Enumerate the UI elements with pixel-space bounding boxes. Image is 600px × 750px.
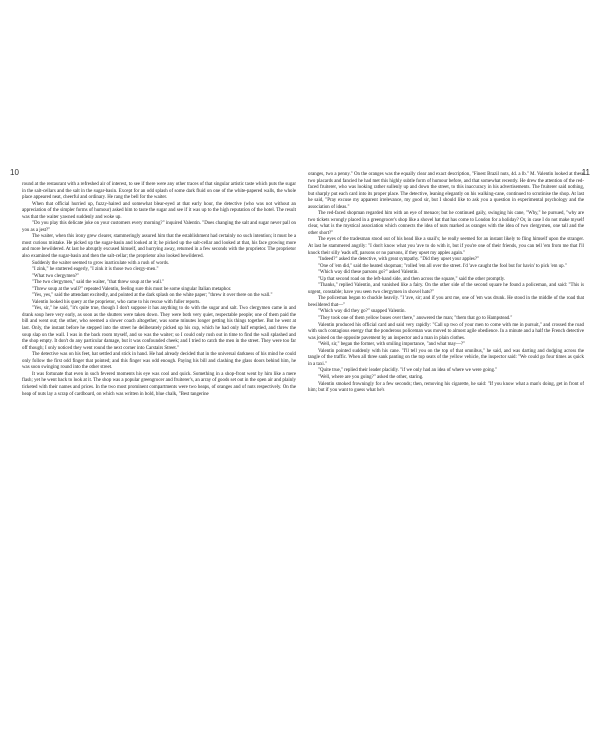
paragraph: "Threw soup at the wall?" repeated Valentin, feeling sure this must be some singular Italian metaphor. [32,286,232,292]
right-page [302,168,594,743]
paragraph: "Quite true," replied their leader placidly. "if we only had an idea of where we were going." [318,368,498,374]
paragraph: "Which way did these parsons go?" asked Valentin. [318,270,419,276]
paragraph: "What two clergymen?" [32,273,80,279]
paragraph: "They took one of them yellow buses over there," answered the man; "them that go to Hampstead." [318,316,513,322]
paragraph: "Well, where are you going?" asked the other, staring. [318,374,424,380]
paragraph: The eyes of the tradesman stood out of his head like a snail's; he really seemed for an instant likely to fling himself upon the stranger. At last he stammered angrily: "I don't know what you 'ave to do with it, but if you're one of their friends, you can tell 'em from me that I'll knock their silly 'eads off, parsons or no parsons, if they upset my apples again." [308,237,584,256]
paragraph: The waiter, when this irony grew clearer, stammeringly assured him that the establishment had certainly no such intention; it must be a most curious mistake. He picked up the sugar-basin and looked at it; he picked up the salt-cellar and looked at that, his face growing more and more bewildered. At last he abruptly excused himself, and hurrying away, returned in a few seconds with the proprietor. The proprietor also examined the sugar-basin and then the salt-cellar; the proprietor also looked bewildered. [22,234,296,260]
paragraph: The red-faced shopman regarded him with an eye of menace; but he continued gaily, swinging his cane, "Why," he pursued, "why are two tickets wrongly placed in a greengrocer's shop like a shovel hat that has come to London for a holiday? Or, in case I do not make myself clear, what is the mystical association which connects the idea of nuts marked as oranges with the idea of two clergymen, one tall and the other short?" [308,211,584,236]
paragraph: "The two clergymen," said the waiter, "that threw soup at the wall." [32,280,165,286]
paragraph: When that official hurried up, fuzzy-haired and somewhat blear-eyed at that early hour, the detective (who was not without an appreciation of the simpler forms of humour) asked him to taste the sugar and see if it was up to the high reputation of the hotel. The result was that the waiter yawned suddenly and woke up. [22,201,296,220]
paragraph: "Yes, yes," said the attendant excitedly, and pointed at the dark splash on the white paper; "threw it over there on the wall." [32,293,273,299]
paragraph: "Yes, sir," he said, "it's quite true, though I don't suppose it has anything to do with the sugar and salt. Two clergymen came in and drank soup here very early, as soon as the shutters were taken down. They were both very quiet, respectable people; one of them paid the bill and went out; the other, who seemed a slower coach altogether, was some minutes longer getting his things together. But he went at last. Only, the instant before he stepped into the street he deliberately picked up his cup, which he had only half emptied, and threw the soup slap on the wall. I was in the back room myself, and so was the waiter; so I could only rush out in time to find the wall splashed and the shop empty. It don't do any particular damage, but it was confounded cheek; and I tried to catch the men in the street. They were too far off though; I only noticed they went round the next corner into Carstairs Street." [22,306,296,351]
paragraph: "I zink," he stuttered eagerly, "I zink it is those two clergy-men." [32,267,159,273]
page-number-right: 11 [581,168,590,177]
paragraph: Valentin looked his query at the proprietor, who came to his rescue with fuller reports. [32,299,201,305]
paragraph: "Up that second road on the left-hand side, and then across the square," said the other promptly. [318,276,506,282]
page-number-left: 10 [10,168,19,177]
paragraph: oranges, two a penny." On the oranges was the equally clear and exact description, "Finest Brazil nuts, 4d. a lb." M. Valentin looked at these two placards and fancied he had met this highly subtle form of humour before, and that somewhat recently. He drew the attention of the red-faced fruiterer, who was looking rather sullenly up and down the street, to this inaccuracy in his advertisements. The fruiterer said nothing, but sharply put each card into its proper place. The detective, leaning elegantly on his walking-cane, continued to scrutinise the shop. At last he said, "Pray excuse my apparent irrelevance, my good sir, but I should like to ask you a question in experimental psychology and the association of ideas." [308,172,584,210]
right-page-text [302,168,594,395]
paragraph: It was fortunate that even in such fevered moments his eye was cool and quick. Something in a shop-front went by him like a mere flash; yet he went back to look at it. The shop was a popular greengrocer and fruiterer's, an array of goods set out in the open air and plainly ticketed with their names and prices. In the two most prominent compartments were two heaps, of oranges and of nuts respectively. On the heap of nuts lay a scrap of cardboard, on which was written in bold, blue chalk, "Best tangerine [22,371,296,397]
paragraph: Valentin produced his official card and said very rapidly: "Call up two of your men to come with me in pursuit," and crossed the road with such contagious energy that the ponderous policeman was moved to almost agile obedience. In a minute and a half the French detective was joined on the opposite pavement by an inspector and a man in plain clothes. [308,322,584,341]
paragraph: "Well, sir," began the former, with smiling importance, "and what may—?" [318,342,466,348]
paragraph: The detective was on his feet, hat settled and stick in hand. He had already decided that in the universal darkness of his mind he could only follow the first odd finger that pointed; and this finger was odd enough. Paying his bill and clashing the glass doors behind him, he was soon swinging round into the other street. [22,352,296,371]
paragraph: Suddenly the waiter seemed to grow inarticulate with a rush of words. [32,260,170,266]
paragraph: Valentin smoked frowningly for a few seconds; then, removing his cigarette, he said: "If you know what a man's doing, get in front of him; but if you want to guess what he's [308,381,584,394]
paragraph: "Do you play this delicate joke on your customers every morning?" inquired Valentin. "Does changing the salt and sugar never pall on you as a jest?" [22,221,296,233]
left-page [8,168,300,743]
paragraph: Valentin pointed suddenly with his cane. "I'll tell you on the top of that omnibus," he said, and was darting and dodging across the tangle of the traffic. When all three sank panting on the top seats of the yellow vehicle, the inspector said: "We could go four times as quick in a taxi." [308,348,584,367]
paragraph: "One of 'em did," said the heated shopman; "rolled 'em all over the street. I'd 'ave caught the fool but for havin' to pick 'em up." [318,263,567,269]
paragraph: "Indeed?" asked the detective, with great sympathy. "Did they upset your apples?" [318,257,479,263]
left-page-text [8,168,300,398]
paragraph: round at the restaurant with a refreshed air of interest, to see if there were any other traces of that singular artistic taste which puts the sugar in the salt-cellars and the salt in the sugar-basin. Except for an odd splash of some dark fluid on one of the white-papered walls, the whole place appeared neat, cheerful and ordinary. He rang the bell for the waiter. [22,182,296,201]
paragraph: The policeman began to chuckle heavily. "I 'ave, sir; and if you arst me, one of 'em was drunk. He stood in the middle of the road that bewildered that—" [308,296,584,308]
paragraph: "Thanks," replied Valentin, and vanished like a fairy. On the other side of the second square he found a policeman, and said: "This is urgent, constable; have you seen two clergymen in shovel hats?" [308,283,584,295]
paragraph: "Which way did they go?" snapped Valentin. [318,309,406,315]
